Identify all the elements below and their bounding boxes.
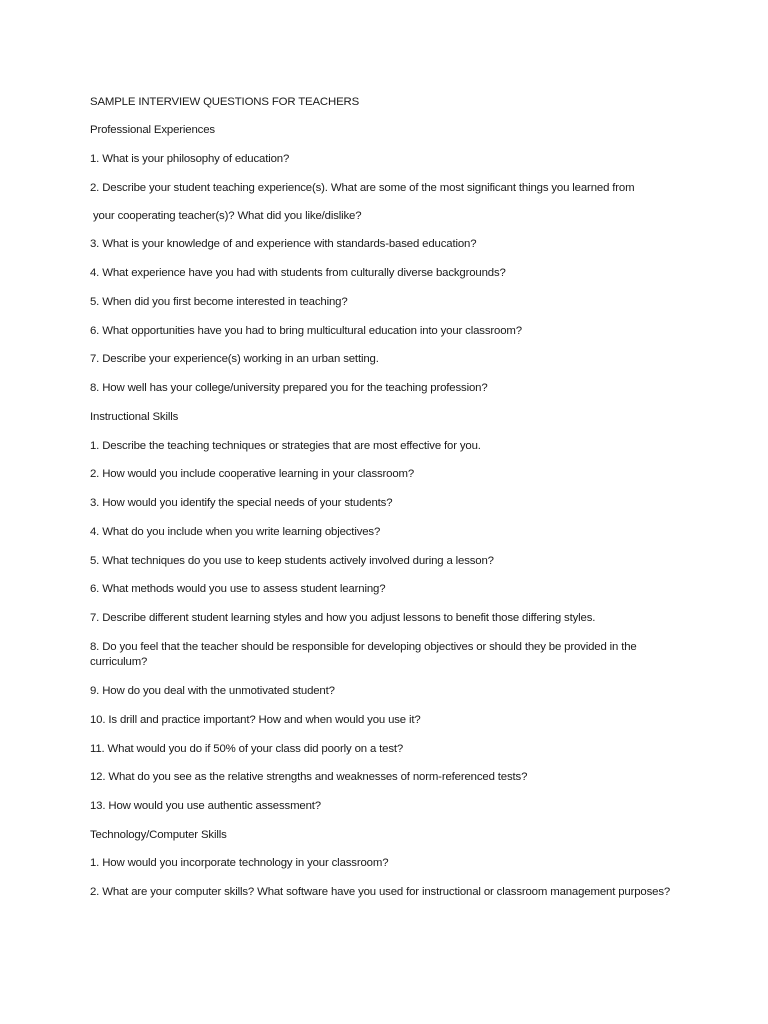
question-item: 2. What are your computer skills? What software have you used for instructional or classroom management purposes? <box>90 886 671 898</box>
question-item: 6. What methods would you use to assess student learning? <box>90 583 386 595</box>
question-item: 1. How would you incorporate technology in your classroom? <box>90 857 389 869</box>
question-item: 2. How would you include cooperative learning in your classroom? <box>90 468 415 480</box>
question-item: 7. Describe your experience(s) working in an urban setting. <box>90 353 379 365</box>
question-item: 1. What is your philosophy of education? <box>90 153 290 165</box>
question-item: 10. Is drill and practice important? How and when would you use it? <box>90 714 421 726</box>
question-item: 3. How would you identify the special needs of your students? <box>90 497 393 509</box>
question-item: 4. What do you include when you write learning objectives? <box>90 526 381 538</box>
question-item: 5. When did you first become interested in teaching? <box>90 296 348 308</box>
section-heading-instructional-skills: Instructional Skills <box>90 411 179 423</box>
question-item: 8. How well has your college/university prepared you for the teaching profession? <box>90 382 488 394</box>
question-item-continuation: your cooperating teacher(s)? What did you like/dislike? <box>93 210 362 222</box>
question-item: 5. What techniques do you use to keep students actively involved during a lesson? <box>90 555 494 567</box>
question-item: 12. What do you see as the relative strengths and weaknesses of norm-referenced tests? <box>90 771 528 783</box>
question-item: 9. How do you deal with the unmotivated student? <box>90 685 335 697</box>
question-item: 11. What would you do if 50% of your class did poorly on a test? <box>90 743 404 755</box>
question-item: 8. Do you feel that the teacher should be responsible for developing objectives or should they be provided in the curriculum? <box>90 641 637 668</box>
question-item: 6. What opportunities have you had to bring multicultural education into your classroom? <box>90 325 522 337</box>
question-item: 13. How would you use authentic assessment? <box>90 800 321 812</box>
question-item: 3. What is your knowledge of and experience with standards-based education? <box>90 238 477 250</box>
question-item: 7. Describe different student learning styles and how you adjust lessons to benefit those differing styles. <box>90 612 596 624</box>
document-title: SAMPLE INTERVIEW QUESTIONS FOR TEACHERS <box>90 96 360 108</box>
question-item: 1. Describe the teaching techniques or strategies that are most effective for you. <box>90 440 481 452</box>
question-item: 4. What experience have you had with students from culturally diverse backgrounds? <box>90 267 506 279</box>
section-heading-technology-computer-skills: Technology/Computer Skills <box>90 829 227 841</box>
section-heading-professional-experiences: Professional Experiences <box>90 124 215 136</box>
question-item: 2. Describe your student teaching experience(s). What are some of the most significant things you learned from <box>90 182 635 194</box>
